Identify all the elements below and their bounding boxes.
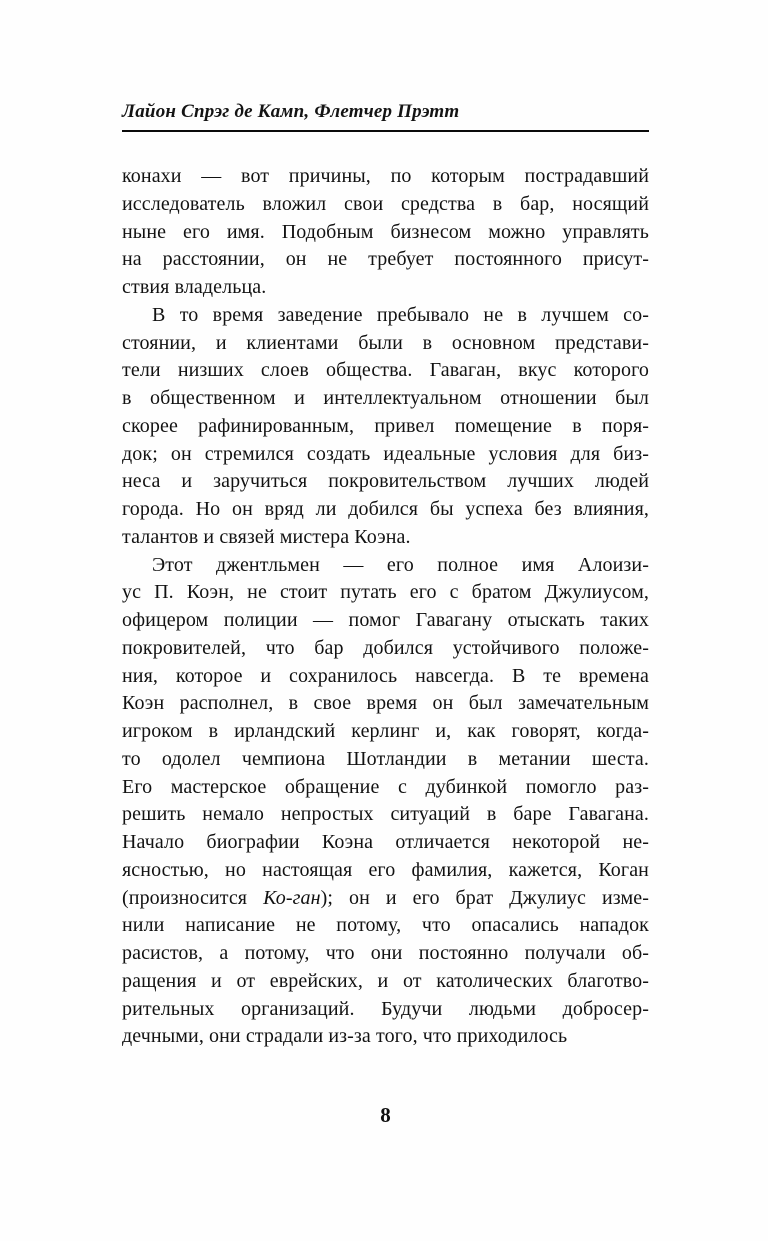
text-line: решить немало непростых ситуаций в баре Гавагана. — [122, 803, 649, 826]
text-line: в общественном и интеллектуальном отношении был — [122, 387, 649, 409]
text-line: ствия владельца. — [122, 276, 267, 298]
text-line: тели низших слоев общества. Гаваган, вкус которого — [122, 359, 649, 382]
text-line: то одолел чемпиона Шотландии в метании шеста. — [122, 747, 649, 770]
text-line: талантов и связей мистера Коэна. — [122, 525, 411, 548]
page-number: 8 — [380, 1103, 391, 1127]
text-line: ясностью, но настоящая его фамилия, кажется, Коган — [122, 858, 649, 881]
text-line: ус П. Коэн, не стоит путать его с братом Джулиусом, — [122, 581, 649, 604]
header-rule — [122, 130, 649, 132]
text-line: стоянии, и клиентами были в основном представи- — [122, 331, 649, 354]
text-line: скорее рафинированным, привел помещение в поря- — [122, 414, 649, 437]
running-head: Лайон Спрэг де Камп, Флетчер Прэтт — [122, 101, 460, 122]
text-line: офицером полиции — помог Гавагану отыскать таких — [122, 609, 649, 631]
text-line: Его мастерское обращение с дубинкой помогло раз- — [122, 775, 649, 798]
text-line: ния, которое и сохранилось навсегда. В те времена — [122, 664, 649, 687]
body-text — [122, 163, 649, 1051]
text-line: ныне его имя. Подобным бизнесом можно управлять — [122, 220, 649, 243]
text-line: ращения и от еврейских, и от католических благотво- — [122, 969, 649, 992]
text-line: покровителей, что бар добился устойчивого положе- — [122, 636, 649, 659]
text-line: Этот джентльмен — его полное имя Алоизи- — [152, 553, 649, 576]
text-line: док; он стремился создать идеальные условия для биз- — [122, 442, 649, 465]
text-line: дечными, они страдали из-за того, что приходилось — [122, 1025, 568, 1048]
text-line: рительных организаций. Будучи людьми добросер- — [122, 997, 649, 1020]
text-line: города. Но он вряд ли добился бы успеха без влияния, — [122, 498, 649, 520]
text-line: конахи — вот причины, по которым пострадавший — [122, 165, 649, 187]
text-line: на расстоянии, он не требует постоянного присут- — [122, 248, 649, 271]
text-line: игроком в ирландский керлинг и, как говорят, когда- — [122, 720, 649, 742]
text-line: Коэн располнел, в свое время он был замечательным — [122, 692, 649, 715]
text-line: исследователь вложил свои средства в бар, носящий — [122, 192, 649, 215]
text-line: В то время заведение пребывало не в лучшем со- — [152, 303, 649, 326]
text-line: расистов, а потому, что они постоянно получали об- — [122, 942, 649, 964]
text-line: Начало биографии Коэна отличается некоторой не- — [122, 831, 649, 853]
text-line: (произносится Ко-ган); он и его брат Джулиус изме- — [122, 886, 649, 909]
text-line: неса и заручиться покровительством лучших людей — [122, 470, 649, 493]
text-block — [122, 101, 649, 1128]
text-line: нили написание не потому, что опасались нападок — [122, 914, 649, 937]
